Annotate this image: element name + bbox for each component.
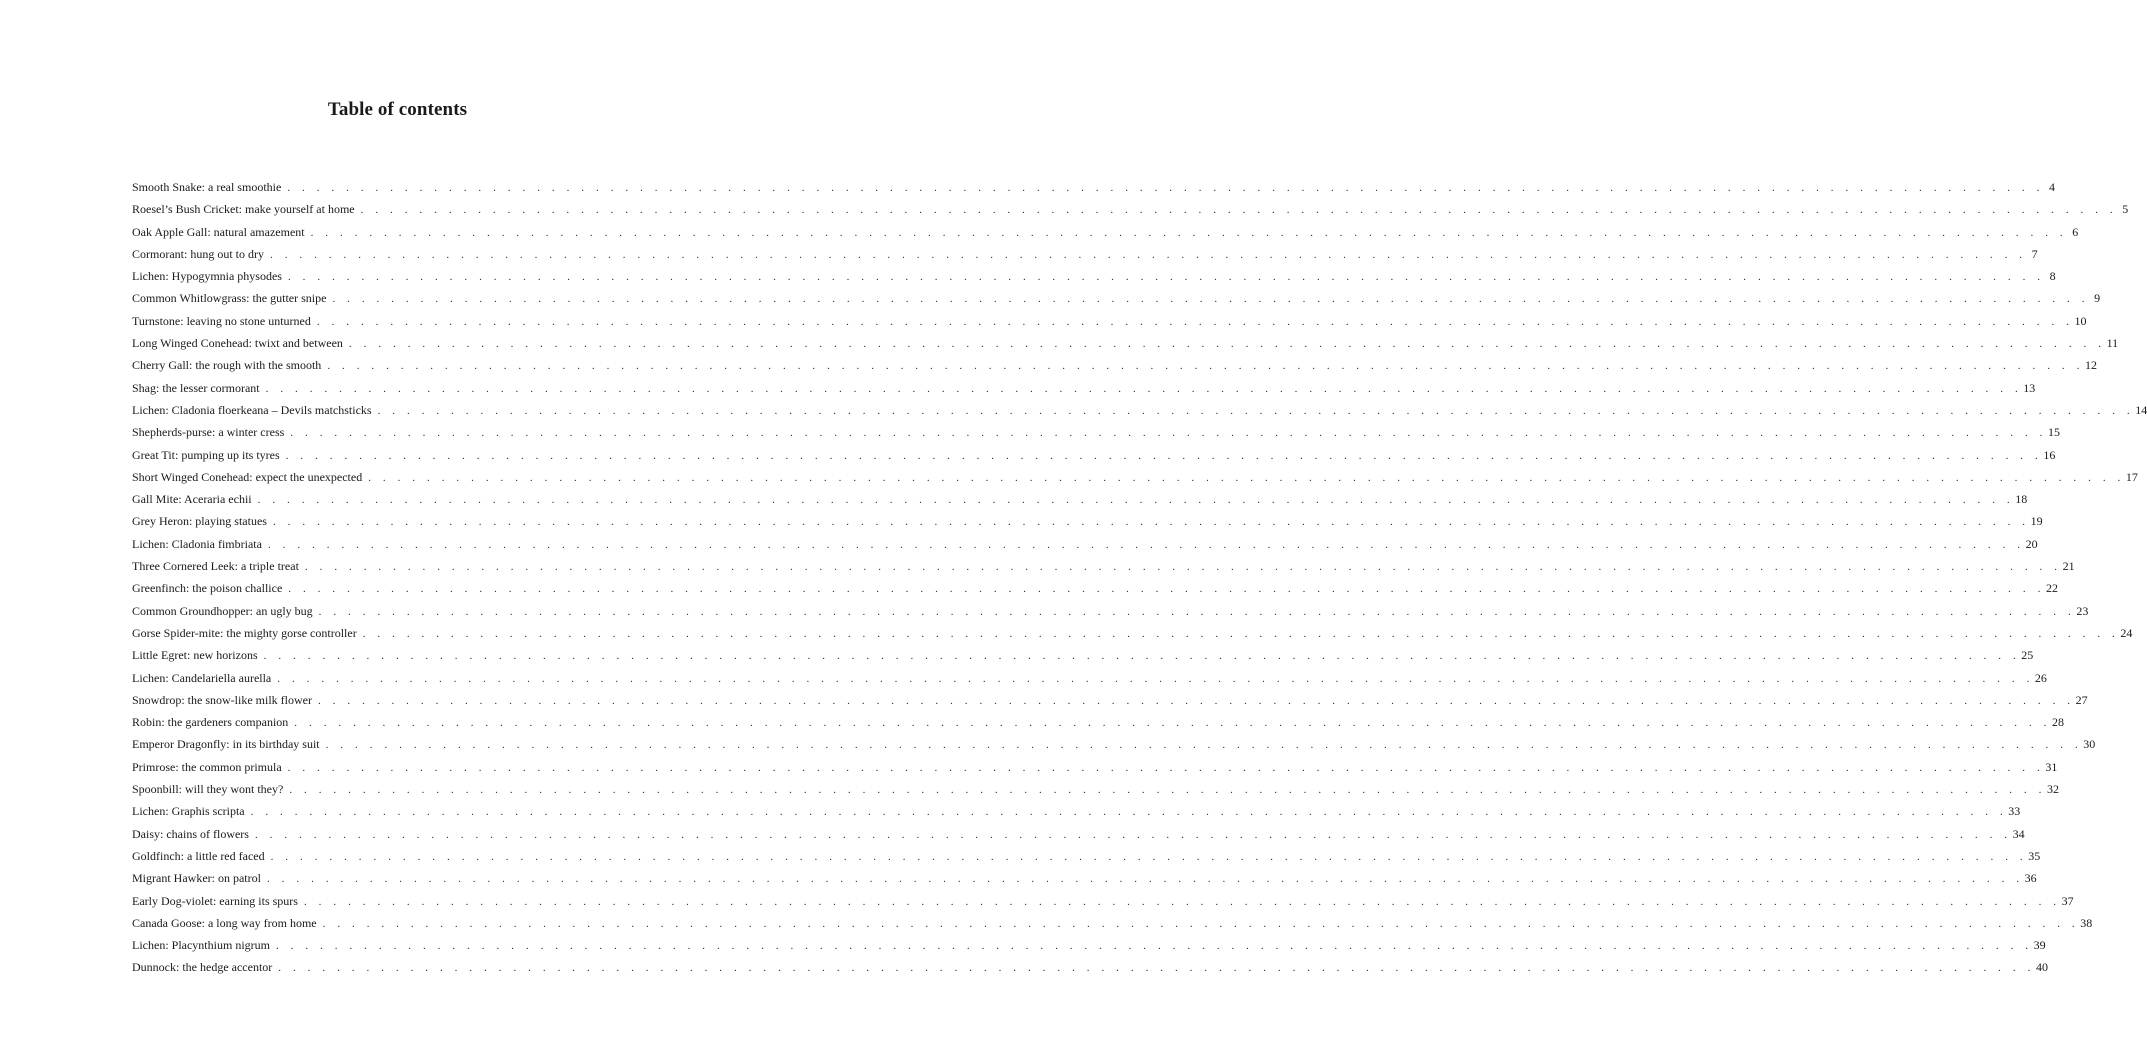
toc-entry[interactable] (132, 198, 2129, 220)
toc-entry[interactable] (132, 488, 2028, 510)
dot-leader: . . . . . . . . . . . . . . . . . . . . . . . . . . . . . . . . . . . . . . . . . . . . . . . . . . . . . . . . . . . . . . . . . . . . . . . . . . . . . . . . . . . . . . . . . . . . . . . . . . . . . . . . . . . . . . . . . . . . . . . . (316, 315, 2074, 328)
toc-entry-title: Long Winged Conehead: twixt and between (132, 336, 343, 351)
toc-entry-title: Robin: the gardeners companion (132, 715, 289, 730)
toc-page-number: 19 (2030, 514, 2043, 529)
dot-leader: . . . . . . . . . . . . . . . . . . . . . . . . . . . . . . . . . . . . . . . . . . . . . . . . . . . . . . . . . . . . . . . . . . . . . . . . . . . . . . . . . . . . . . . . . . . . . . . . . . . . . . . . . . . . . . . . . . . . . . . . (257, 494, 2015, 507)
toc-entry[interactable] (132, 800, 2021, 822)
toc-entry[interactable] (132, 934, 2046, 956)
dot-leader: . . . . . . . . . . . . . . . . . . . . . . . . . . . . . . . . . . . . . . . . . . . . . . . . . . . . . . . . . . . . . . . . . . . . . . . . . . . . . . . . . . . . . . . . . . . . . . . . . . . . . . . . . . . . . . . . . . . . . . . . (360, 204, 2118, 217)
dot-leader: . . . . . . . . . . . . . . . . . . . . . . . . . . . . . . . . . . . . . . . . . . . . . . . . . . . . . . . . . . . . . . . . . . . . . . . . . . . . . . . . . . . . . . . . . . . . . . . . . . . . . . . . . . . . . . . . . . . . . . . . (377, 404, 2135, 417)
toc-entry[interactable] (132, 510, 2043, 532)
toc-entry[interactable] (132, 733, 2096, 755)
toc-entry[interactable] (132, 243, 2038, 265)
toc-page-number: 22 (2045, 581, 2058, 596)
toc-page-number: 12 (2084, 358, 2097, 373)
toc-entry[interactable] (132, 845, 2041, 867)
toc-entry-title: Early Dog-violet: earning its spurs (132, 893, 298, 908)
toc-entry-title: Cherry Gall: the rough with the smooth (132, 358, 322, 373)
toc-page-number: 26 (2034, 670, 2047, 685)
toc-page-number: 31 (2045, 759, 2058, 774)
toc-page-number: 23 (2076, 603, 2089, 618)
toc-entry[interactable] (132, 600, 2089, 622)
toc-page-number: 21 (2062, 559, 2075, 574)
toc-entry[interactable] (132, 444, 2056, 466)
toc-entry-title: Primrose: the common primula (132, 759, 282, 774)
toc-entry[interactable] (132, 354, 2097, 376)
dot-leader: . . . . . . . . . . . . . . . . . . . . . . . . . . . . . . . . . . . . . . . . . . . . . . . . . . . . . . . . . . . . . . . . . . . . . . . . . . . . . . . . . . . . . . . . . . . . . . . . . . . . . . . . . . . . . . . . . . . . . . . . (267, 538, 2025, 551)
toc-page-number: 40 (2035, 960, 2048, 975)
toc-entry-title: Goldfinch: a little red faced (132, 848, 265, 863)
toc-entry[interactable] (132, 221, 2079, 243)
dot-leader: . . . . . . . . . . . . . . . . . . . . . . . . . . . . . . . . . . . . . . . . . . . . . . . . . . . . . . . . . . . . . . . . . . . . . . . . . . . . . . . . . . . . . . . . . . . . . . . . . . . . . . . . . . . . . . . . . . . . . . . . (304, 561, 2062, 574)
toc-page-number: 14 (2135, 402, 2147, 417)
toc-page-number: 18 (2015, 492, 2028, 507)
toc-entry-title: Common Groundhopper: an ugly bug (132, 603, 313, 618)
dot-leader: . . . . . . . . . . . . . . . . . . . . . . . . . . . . . . . . . . . . . . . . . . . . . . . . . . . . . . . . . . . . . . . . . . . . . . . . . . . . . . . . . . . . . . . . . . . . . . . . . . . . . . . . . . . . . . . . . . . . . . . . (270, 850, 2028, 863)
toc-entry-title: Shag: the lesser cormorant (132, 380, 260, 395)
toc-entry-title: Great Tit: pumping up its tyres (132, 447, 280, 462)
toc-entry[interactable] (132, 956, 2048, 978)
toc-entry[interactable] (132, 555, 2075, 577)
toc-page-number: 16 (2043, 447, 2056, 462)
toc-page-number: 20 (2025, 536, 2038, 551)
toc-entry[interactable] (132, 867, 2037, 889)
toc-entry-title: Greenfinch: the poison challice (132, 581, 283, 596)
toc-entry-title: Dunnock: the hedge accentor (132, 960, 273, 975)
dot-leader: . . . . . . . . . . . . . . . . . . . . . . . . . . . . . . . . . . . . . . . . . . . . . . . . . . . . . . . . . . . . . . . . . . . . . . . . . . . . . . . . . . . . . . . . . . . . . . . . . . . . . . . . . . . . . . . . . . . . . . . . (318, 605, 2076, 618)
dot-leader: . . . . . . . . . . . . . . . . . . . . . . . . . . . . . . . . . . . . . . . . . . . . . . . . . . . . . . . . . . . . . . . . . . . . . . . . . . . . . . . . . . . . . . . . . . . . . . . . . . . . . . . . . . . . . . . . . . . . . . . . (263, 650, 2021, 663)
toc-entry[interactable] (132, 421, 2060, 443)
toc-page-number: 17 (2125, 469, 2138, 484)
dot-leader: . . . . . . . . . . . . . . . . . . . . . . . . . . . . . . . . . . . . . . . . . . . . . . . . . . . . . . . . . . . . . . . . . . . . . . . . . . . . . . . . . . . . . . . . . . . . . . . . . . . . . . . . . . . . . . . . . . . . . . . . (285, 449, 2043, 462)
dot-leader: . . . . . . . . . . . . . . . . . . . . . . . . . . . . . . . . . . . . . . . . . . . . . . . . . . . . . . . . . . . . . . . . . . . . . . . . . . . . . . . . . . . . . . . . . . . . . . . . . . . . . . . . . . . . . . . . . . . . . . . . (289, 784, 2046, 797)
toc-page-number: 35 (2028, 848, 2041, 863)
toc-entry[interactable] (132, 778, 2059, 800)
toc-entry[interactable] (132, 377, 2036, 399)
dot-leader: . . . . . . . . . . . . . . . . . . . . . . . . . . . . . . . . . . . . . . . . . . . . . . . . . . . . . . . . . . . . . . . . . . . . . . . . . . . . . . . . . . . . . . . . . . . . . . . . . . . . . . . . . . . . . . . . . . . . . . . . (266, 873, 2024, 886)
dot-leader: . . . . . . . . . . . . . . . . . . . . . . . . . . . . . . . . . . . . . . . . . . . . . . . . . . . . . . . . . . . . . . . . . . . . . . . . . . . . . . . . . . . . . . . . . . . . . . . . . . . . . . . . . . . . . . . . . . . . . . . . (290, 427, 2047, 440)
toc-entry[interactable] (132, 310, 2087, 332)
toc-entry-title: Smooth Snake: a real smoothie (132, 180, 282, 194)
dot-leader: . . . . . . . . . . . . . . . . . . . . . . . . . . . . . . . . . . . . . . . . . . . . . . . . . . . . . . . . . . . . . . . . . . . . . . . . . . . . . . . . . . . . . . . . . . . . . . . . . . . . . . . . . . . . . . . . . . . . . . . . (254, 828, 2012, 841)
toc-entry-title: Lichen: Placynthium nigrum (132, 938, 270, 953)
toc-entry-title: Gorse Spider-mite: the mighty gorse controller (132, 625, 357, 640)
toc-page-number: 30 (2083, 737, 2096, 752)
dot-leader: . . . . . . . . . . . . . . . . . . . . . . . . . . . . . . . . . . . . . . . . . . . . . . . . . . . . . . . . . . . . . . . . . . . . . . . . . . . . . . . . . . . . . . . . . . . . . . . . . . . . . . . . . . . . . . . . . . . . . . . . (317, 694, 2075, 707)
toc-entry[interactable] (132, 332, 2119, 354)
toc-page-number: 5 (2122, 202, 2129, 217)
toc-entry[interactable] (132, 756, 2058, 778)
toc-entry[interactable] (132, 287, 2101, 309)
dot-leader: . . . . . . . . . . . . . . . . . . . . . . . . . . . . . . . . . . . . . . . . . . . . . . . . . . . . . . . . . . . . . . . . . . . . . . . . . . . . . . . . . . . . . . . . . . . . . . . . . . . . . . . . . . . . . . . . . . . . . . . . (322, 917, 2080, 930)
toc-entry-title: Cormorant: hung out to dry (132, 246, 264, 261)
toc-entry-title: Little Egret: new horizons (132, 648, 258, 663)
toc-page-number: 39 (2033, 938, 2046, 953)
dot-leader: . . . . . . . . . . . . . . . . . . . . . . . . . . . . . . . . . . . . . . . . . . . . . . . . . . . . . . . . . . . . . . . . . . . . . . . . . . . . . . . . . . . . . . . . . . . . . . . . . . . . . . . . . . . . . . . . . . . . . . . . (287, 761, 2045, 774)
toc-entry-title: Canada Goose: a long way from home (132, 915, 317, 930)
toc-entry-title: Lichen: Cladonia floerkeana – Devils matchsticks (132, 402, 372, 417)
toc-entry-title: Snowdrop: the snow-like milk flower (132, 692, 312, 707)
toc-page-number: 8 (2049, 269, 2056, 284)
toc-entry[interactable] (132, 711, 2064, 733)
dot-leader: . . . . . . . . . . . . . . . . . . . . . . . . . . . . . . . . . . . . . . . . . . . . . . . . . . . . . . . . . . . . . . . . . . . . . . . . . . . . . . . . . . . . . . . . . . . . . . . . . . . . . . . . . . . . . . . . . . . . . . . . (348, 338, 2106, 351)
toc-entry-title: Shepherds-purse: a winter cress (132, 425, 285, 440)
toc-entry-title: Grey Heron: playing statues (132, 514, 267, 529)
toc-entry[interactable] (132, 176, 2055, 198)
dot-leader: . . . . . . . . . . . . . . . . . . . . . . . . . . . . . . . . . . . . . . . . . . . . . . . . . . . . . . . . . . . . . . . . . . . . . . . . . . . . . . . . . . . . . . . . . . . . . . . . . . . . . . . . . . . . . . . . . . . . . . . . (270, 248, 2027, 261)
toc-entry-title: Gall Mite: Aceraria echii (132, 492, 252, 507)
toc-page-number: 34 (2012, 826, 2025, 841)
toc-page-number: 13 (2023, 380, 2036, 395)
toc-page-number: 38 (2080, 915, 2093, 930)
dot-leader: . . . . . . . . . . . . . . . . . . . . . . . . . . . . . . . . . . . . . . . . . . . . . . . . . . . . . . . . . . . . . . . . . . . . . . . . . . . . . . . . . . . . . . . . . . . . . . . . . . . . . . . . . . . . . . . . . . . . . . . . (303, 895, 2061, 908)
dot-leader: . . . . . . . . . . . . . . . . . . . . . . . . . . . . . . . . . . . . . . . . . . . . . . . . . . . . . . . . . . . . . . . . . . . . . . . . . . . . . . . . . . . . . . . . . . . . . . . . . . . . . . . . . . . . . . . . . . . . . . . . (275, 940, 2033, 953)
toc-page-number: 7 (2031, 246, 2038, 261)
page-title: Table of contents (327, 99, 468, 120)
toc-page-number: 32 (2046, 782, 2059, 797)
toc-entry[interactable] (132, 622, 2133, 644)
dot-leader: . . . . . . . . . . . . . . . . . . . . . . . . . . . . . . . . . . . . . . . . . . . . . . . . . . . . . . . . . . . . . . . . . . . . . . . . . . . . . . . . . . . . . . . . . . . . . . . . . . . . . . . . . . . . . . . . . . . . . . . . (327, 360, 2084, 373)
dot-leader: . . . . . . . . . . . . . . . . . . . . . . . . . . . . . . . . . . . . . . . . . . . . . . . . . . . . . . . . . . . . . . . . . . . . . . . . . . . . . . . . . . . . . . . . . . . . . . . . . . . . . . . . . . . . . . . . . . . . . . . . (294, 717, 2051, 730)
toc-entry[interactable] (132, 667, 2047, 689)
toc-entry[interactable] (132, 533, 2038, 555)
toc-entry[interactable] (132, 890, 2074, 912)
toc-entry[interactable] (132, 912, 2093, 934)
toc-entry[interactable] (132, 466, 2138, 488)
toc-entry-title: Common Whitlowgrass: the gutter snipe (132, 291, 327, 306)
toc-entry[interactable] (132, 823, 2025, 845)
toc-entry[interactable] (132, 265, 2056, 287)
dot-leader: . . . . . . . . . . . . . . . . . . . . . . . . . . . . . . . . . . . . . . . . . . . . . . . . . . . . . . . . . . . . . . . . . . . . . . . . . . . . . . . . . . . . . . . . . . . . . . . . . . . . . . . . . . . . . . . . . . . . . . . . (265, 382, 2023, 395)
toc-page-number: 11 (2106, 336, 2119, 351)
toc-entry-title: Lichen: Cladonia fimbriata (132, 536, 262, 551)
dot-leader: . . . . . . . . . . . . . . . . . . . . . . . . . . . . . . . . . . . . . . . . . . . . . . . . . . . . . . . . . . . . . . . . . . . . . . . . . . . . . . . . . . . . . . . . . . . . . . . . . . . . . . . . . . . . . . . . . . . . . . . . (278, 962, 2035, 975)
dot-leader: . . . . . . . . . . . . . . . . . . . . . . . . . . . . . . . . . . . . . . . . . . . . . . . . . . . . . . . . . . . . . . . . . . . . . . . . . . . . . . . . . . . . . . . . . . . . . . . . . . . . . . . . . . . . . . . . . . . . . . . . (288, 583, 2045, 596)
toc-list (132, 176, 2147, 979)
dot-leader: . . . . . . . . . . . . . . . . . . . . . . . . . . . . . . . . . . . . . . . . . . . . . . . . . . . . . . . . . . . . . . . . . . . . . . . . . . . . . . . . . . . . . . . . . . . . . . . . . . . . . . . . . . . . . . . . . . . . . . . . (325, 739, 2083, 752)
toc-page-number: 33 (2008, 804, 2021, 819)
toc-page-number: 25 (2021, 648, 2034, 663)
toc-entry-title: Migrant Hawker: on patrol (132, 871, 261, 886)
toc-entry-title: Daisy: chains of flowers (132, 826, 249, 841)
toc-entry-title: Emperor Dragonfly: in its birthday suit (132, 737, 320, 752)
toc-entry-title: Lichen: Candelariella aurella (132, 670, 272, 685)
toc-entry-title: Roesel’s Bush Cricket: make yourself at home (132, 202, 355, 217)
toc-entry-title: Oak Apple Gall: natural amazement (132, 224, 305, 239)
toc-page-number: 15 (2047, 425, 2060, 440)
toc-entry-title: Turnstone: leaving no stone unturned (132, 313, 311, 328)
toc-page-number: 24 (2120, 625, 2133, 640)
dot-leader: . . . . . . . . . . . . . . . . . . . . . . . . . . . . . . . . . . . . . . . . . . . . . . . . . . . . . . . . . . . . . . . . . . . . . . . . . . . . . . . . . . . . . . . . . . . . . . . . . . . . . . . . . . . . . . . . . . . . . . . . (277, 672, 2034, 685)
toc-entry-title: Spoonbill: will they wont they? (132, 782, 284, 797)
toc-entry[interactable] (132, 577, 2058, 599)
toc-page-number: 28 (2051, 715, 2064, 730)
toc-page-number: 10 (2074, 313, 2087, 328)
toc-entry[interactable] (132, 689, 2088, 711)
dot-leader: . . . . . . . . . . . . . . . . . . . . . . . . . . . . . . . . . . . . . . . . . . . . . . . . . . . . . . . . . . . . . . . . . . . . . . . . . . . . . . . . . . . . . . . . . . . . . . . . . . . . . . . . . . . . . . . . . . . . . . . . (332, 293, 2090, 306)
dot-leader: . . . . . . . . . . . . . . . . . . . . . . . . . . . . . . . . . . . . . . . . . . . . . . . . . . . . . . . . . . . . . . . . . . . . . . . . . . . . . . . . . . . . . . . . . . . . . . . . . . . . . . . . . . . . . . . . . . . . . . . . (250, 806, 2008, 819)
toc-page-number: 27 (2075, 692, 2088, 707)
dot-leader: . . . . . . . . . . . . . . . . . . . . . . . . . . . . . . . . . . . . . . . . . . . . . . . . . . . . . . . . . . . . . . . . . . . . . . . . . . . . . . . . . . . . . . . . . . . . . . . . . . . . . . . . . . . . . . . . . . . . . . . . (310, 226, 2068, 239)
toc-page-number: 36 (2024, 871, 2037, 886)
toc-entry-title: Three Cornered Leek: a triple treat (132, 559, 299, 574)
dot-leader: . . . . . . . . . . . . . . . . . . . . . . . . . . . . . . . . . . . . . . . . . . . . . . . . . . . . . . . . . . . . . . . . . . . . . . . . . . . . . . . . . . . . . . . . . . . . . . . . . . . . . . . . . . . . . . . . . . . . . . . . (368, 471, 2125, 484)
dot-leader: . . . . . . . . . . . . . . . . . . . . . . . . . . . . . . . . . . . . . . . . . . . . . . . . . . . . . . . . . . . . . . . . . . . . . . . . . . . . . . . . . . . . . . . . . . . . . . . . . . . . . . . . . . . . . . . . . . . . . . . . (272, 516, 2030, 529)
toc-entry[interactable] (132, 399, 2147, 421)
toc-page-number: 6 (2072, 224, 2079, 239)
toc-entry-title: Lichen: Graphis scripta (132, 804, 245, 819)
toc-entry-title: Short Winged Conehead: expect the unexpected (132, 469, 363, 484)
toc-entry-title: Lichen: Hypogymnia physodes (132, 269, 282, 284)
toc-page-number: 37 (2061, 893, 2074, 908)
dot-leader: . . . . . . . . . . . . . . . . . . . . . . . . . . . . . . . . . . . . . . . . . . . . . . . . . . . . . . . . . . . . . . . . . . . . . . . . . . . . . . . . . . . . . . . . . . . . . . . . . . . . . . . . . . . . . . . . . . . . . . . . (362, 627, 2120, 640)
dot-leader: . . . . . . . . . . . . . . . . . . . . . . . . . . . . . . . . . . . . . . . . . . . . . . . . . . . . . . . . . . . . . . . . . . . . . . . . . . . . . . . . . . . . . . . . . . . . . . . . . . . . . . . . . . . . . . . . . . . . . . . . (287, 271, 2045, 284)
dot-leader: . . . . . . . . . . . . . . . . . . . . . . . . . . . . . . . . . . . . . . . . . . . . . . . . . . . . . . . . . . . . . . . . . . . . . . . . . . . . . . . . . . . . . . . . . . . . . . . . . . . . . . . . . . . . . . . . . . . . . . . . (287, 182, 2044, 194)
toc-page-number: 9 (2094, 291, 2101, 306)
toc-page-number: 4 (2048, 180, 2055, 194)
toc-entry[interactable] (132, 644, 2034, 666)
